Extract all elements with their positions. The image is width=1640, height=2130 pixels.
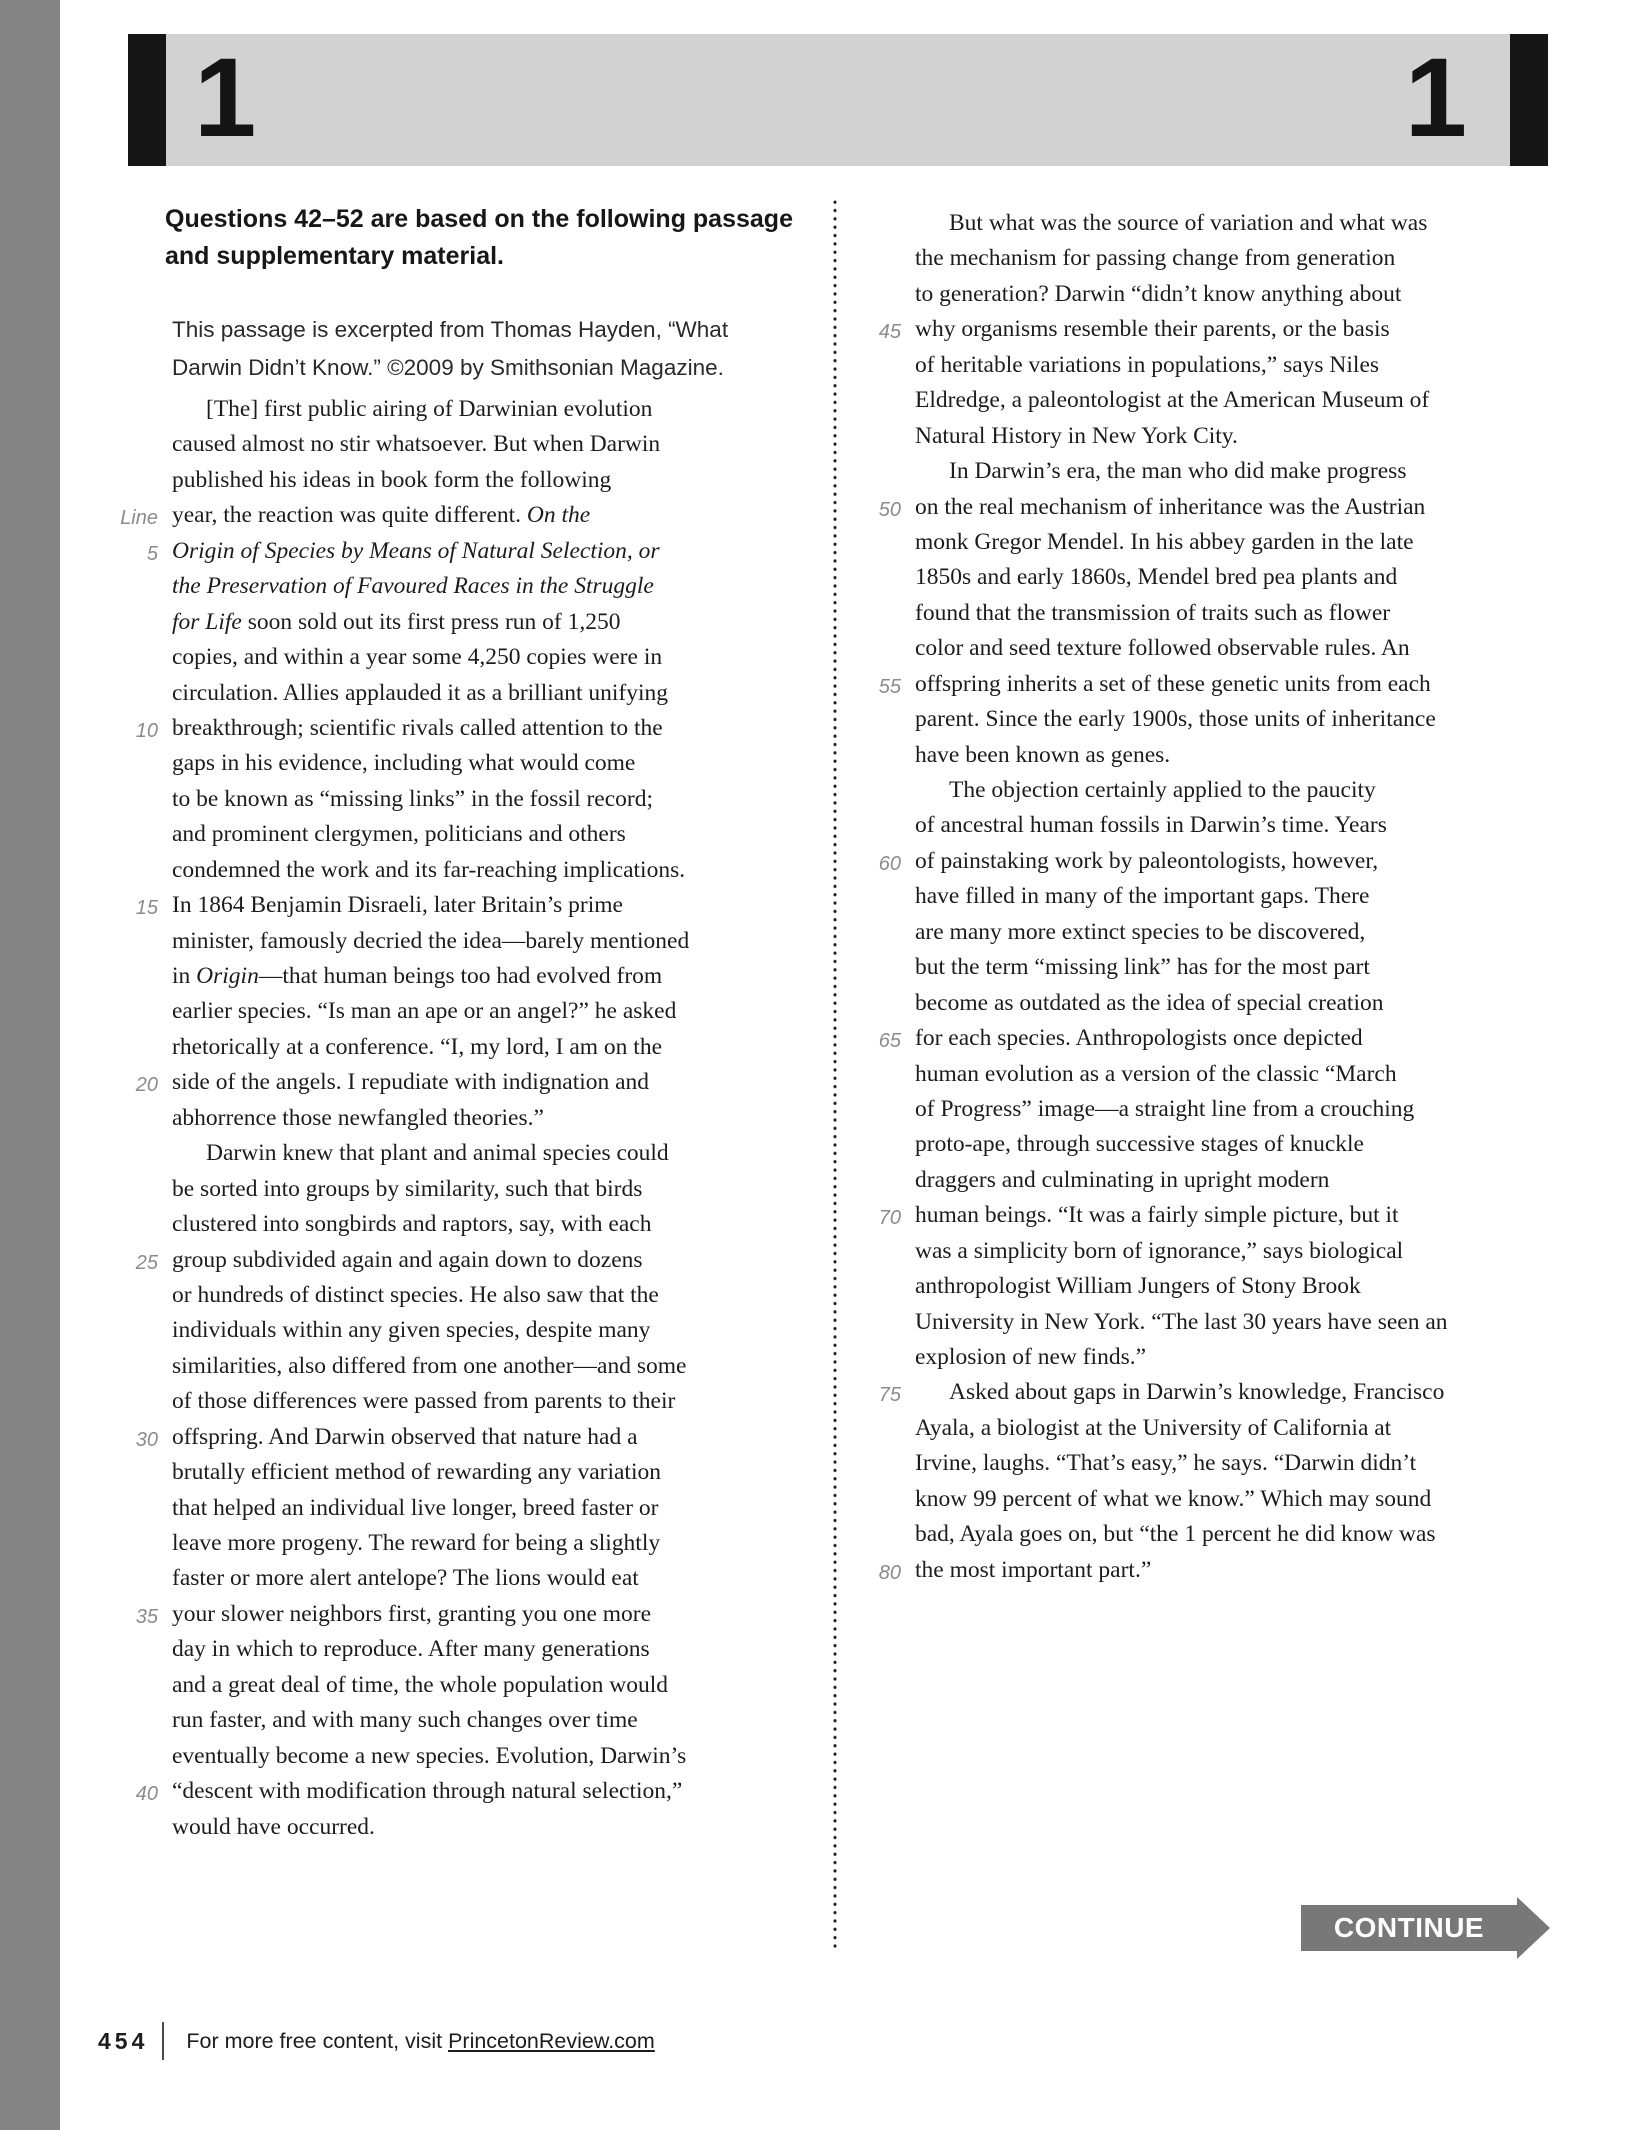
passage-line — [172, 1278, 792, 1313]
passage-line-text: Eldredge, a paleontologist at the American Museum of — [915, 387, 1430, 414]
passage-line — [915, 773, 1537, 808]
passage-line-text: for each species. Anthropologists once depicted — [915, 1025, 1363, 1052]
passage-line — [915, 525, 1537, 560]
passage-line-text: was a simplicity born of ignorance,” says biological — [915, 1237, 1404, 1264]
passage-line-text: bad, Ayala goes on, but “the 1 percent he did know was — [915, 1521, 1436, 1548]
passage-line-text: Natural History in New York City. — [915, 422, 1238, 449]
passage-line-text: leave more progeny. The reward for being a slightly — [172, 1530, 661, 1556]
passage-line — [172, 1739, 792, 1774]
passage-line-text: earlier species. “Is man an ape or an angel?” he asked — [172, 998, 677, 1025]
passage-line — [915, 1340, 1537, 1375]
passage-line — [172, 1668, 792, 1703]
passage-line — [172, 1703, 792, 1738]
passage-line — [172, 392, 792, 427]
passage-line-text: gaps in his evidence, including what would come — [172, 750, 636, 777]
passage-line — [172, 1810, 792, 1845]
line-number: 15 — [135, 897, 158, 920]
passage-line — [915, 1446, 1537, 1481]
passage-line-text: would have occurred. — [172, 1813, 375, 1840]
passage-line — [172, 994, 792, 1029]
continue-label: CONTINUE — [1301, 1905, 1517, 1951]
passage-line-text: to be known as “missing links” in the fossil record; — [172, 785, 654, 812]
passage-line-text: the most important part.” — [915, 1556, 1152, 1583]
passage-line-text: of Progress” image—a straight line from a crouching — [915, 1095, 1415, 1122]
column-divider-dotted — [833, 198, 837, 1950]
passage-line-text: breakthrough; scientific rivals called attention to the — [172, 714, 663, 741]
passage-line — [915, 879, 1537, 914]
passage-line-text: and prominent clergymen, politicians and others — [172, 821, 626, 848]
line-number: 5 — [146, 542, 158, 565]
passage-line — [878, 1021, 1537, 1056]
passage-line — [172, 1207, 792, 1242]
heading-line: Questions 42–52 are based on the following passage — [165, 205, 793, 233]
question-range-heading — [165, 201, 865, 275]
passage-line — [878, 1198, 1537, 1233]
passage-line-text: of heritable variations in populations,” says Niles — [915, 351, 1380, 378]
line-number: 80 — [878, 1561, 901, 1584]
passage-line — [915, 1269, 1537, 1304]
passage-line-text: offspring inherits a set of these genetic units from each — [915, 670, 1431, 697]
passage-line-text: of ancestral human fossils in Darwin’s time. Years — [915, 812, 1387, 839]
passage-line — [135, 1243, 792, 1278]
passage-line — [915, 631, 1537, 666]
passage-line-text: University in New York. “The last 30 years have seen an — [915, 1308, 1448, 1335]
arrow-right-icon — [1517, 1897, 1550, 1959]
passage-line-text: to generation? Darwin “didn’t know anything about — [915, 280, 1402, 307]
passage-line — [915, 1057, 1537, 1092]
passage-line — [878, 667, 1537, 702]
passage-line-text: draggers and culminating in upright modern — [915, 1166, 1330, 1193]
passage-line-text: anthropologist William Jungers of Stony Brook — [915, 1273, 1361, 1300]
passage-line-text: the mechanism for passing change from generation — [915, 245, 1396, 272]
passage-line-text: explosion of new finds.” — [915, 1344, 1147, 1370]
passage-line — [915, 950, 1537, 985]
passage-line-text: have filled in many of the important gaps. There — [915, 883, 1370, 910]
page-edge-strip — [0, 0, 60, 2130]
passage-line-text: caused almost no stir whatsoever. But when Darwin — [172, 431, 661, 458]
passage-line — [172, 959, 792, 994]
passage-line-text: the Preservation of Favoured Races in the Struggle — [172, 573, 654, 600]
passage-line-text: on the real mechanism of inheritance was the Austrian — [915, 493, 1426, 520]
section-header-band — [165, 34, 1510, 166]
passage-line — [915, 241, 1537, 276]
passage-line-text: minister, famously decried the idea—barely mentioned — [172, 927, 690, 954]
passage-line — [915, 596, 1537, 631]
passage-line-text: of those differences were passed from parents to their — [172, 1388, 676, 1415]
passage-line-text: copies, and within a year some 4,250 copies were in — [172, 644, 663, 671]
section-number-right: 1 — [1404, 35, 1467, 160]
passage-line — [915, 277, 1537, 312]
passage-line-text: Irvine, laughs. “That’s easy,” he says. “Darwin didn’t — [915, 1450, 1417, 1477]
passage-line-text: are many more extinct species to be discovered, — [915, 918, 1366, 945]
passage-line — [172, 817, 792, 852]
passage-line-text: proto-ape, through successive stages of knuckle — [915, 1131, 1364, 1158]
page-footer — [98, 2020, 655, 2062]
section-number-left: 1 — [194, 35, 257, 160]
passage-line — [172, 1561, 792, 1596]
passage-line-text: side of the angels. I repudiate with indignation and — [172, 1069, 650, 1096]
passage-line — [172, 605, 792, 640]
passage-line-text: 1850s and early 1860s, Mendel bred pea plants and — [915, 564, 1398, 591]
passage-line — [135, 1597, 792, 1632]
passage-line — [172, 676, 792, 711]
passage-line-text: brutally efficient method of rewarding any variation — [172, 1459, 661, 1486]
passage-line — [120, 498, 792, 533]
passage-line-text: eventually become a new species. Evolution, Darwin’s — [172, 1742, 687, 1769]
passage-line — [172, 1030, 792, 1065]
passage-line — [172, 782, 792, 817]
footer-divider — [162, 2022, 164, 2060]
passage-line-text: and a great deal of time, the whole population would — [172, 1671, 668, 1698]
passage-line-text: in Origin—that human beings too had evolved from — [172, 963, 663, 989]
passage-line — [172, 569, 792, 604]
passage-line-text: clustered into songbirds and raptors, say, with each — [172, 1211, 652, 1238]
passage-line-text: The objection certainly applied to the paucity — [949, 777, 1376, 803]
passage-line — [915, 738, 1537, 773]
passage-line — [878, 1553, 1537, 1588]
line-number: 30 — [135, 1428, 158, 1451]
passage-line-text: Origin of Species by Means of Natural Selection, or — [172, 537, 660, 564]
passage-line-text: why organisms resemble their parents, or the basis — [915, 316, 1390, 343]
passage-line — [915, 348, 1537, 383]
passage-line — [172, 427, 792, 462]
passage-line-text: or hundreds of distinct species. He also saw that the — [172, 1281, 659, 1308]
passage-line — [915, 560, 1537, 595]
passage-line — [172, 1101, 792, 1136]
passage-line — [172, 1136, 792, 1171]
continue-banner — [1301, 1905, 1550, 1951]
line-number: 65 — [878, 1030, 901, 1053]
passage-line-text: your slower neighbors first, granting you one more — [172, 1600, 652, 1627]
passage-line — [172, 924, 792, 959]
passage-line-text: parent. Since the early 1900s, those units of inheritance — [915, 706, 1436, 733]
passage-line-text: of painstaking work by paleontologists, however, — [915, 847, 1379, 874]
passage-line — [915, 1163, 1537, 1198]
passage-line — [172, 853, 792, 888]
source-line: Darwin Didn’t Know.” ©2009 by Smithsonian Magazine. — [172, 355, 724, 380]
page-number: 454 — [98, 2027, 149, 2054]
passage-line — [915, 206, 1537, 241]
passage-line — [878, 1375, 1537, 1410]
passage-line — [172, 1455, 792, 1490]
line-number: 35 — [135, 1605, 158, 1628]
passage-column-right — [878, 206, 1537, 1588]
passage-line — [135, 711, 792, 746]
passage-line — [172, 1349, 792, 1384]
passage-line — [878, 312, 1537, 347]
passage-line-text: In Darwin’s era, the man who did make progress — [949, 458, 1407, 485]
passage-line — [146, 534, 792, 569]
passage-line — [172, 463, 792, 498]
section-tab-right — [1510, 34, 1548, 166]
passage-line — [135, 1065, 792, 1100]
passage-line — [915, 808, 1537, 843]
passage-line-text: color and seed texture followed observable rules. An — [915, 635, 1410, 662]
passage-line-text: circulation. Allies applauded it as a brilliant unifying — [172, 679, 668, 706]
passage-line — [878, 844, 1537, 879]
passage-line — [915, 1305, 1537, 1340]
passage-line-text: faster or more alert antelope? The lions would eat — [172, 1565, 639, 1592]
passage-line — [915, 1234, 1537, 1269]
line-number: 75 — [878, 1384, 901, 1407]
passage-line — [172, 1172, 792, 1207]
passage-line — [915, 1092, 1537, 1127]
passage-line-text: for Life soon sold out its first press run of 1,250 — [172, 608, 621, 635]
passage-line-text: be sorted into groups by similarity, such that birds — [172, 1175, 643, 1202]
passage-line — [915, 1482, 1537, 1517]
source-line: This passage is excerpted from Thomas Hayden, “What — [172, 317, 729, 342]
passage-line — [172, 1632, 792, 1667]
passage-column-left — [120, 392, 792, 1845]
footer-link[interactable]: PrincetonReview.com — [448, 2028, 655, 2053]
passage-line-text: similarities, also differed from one another—and some — [172, 1352, 687, 1379]
passage-line — [172, 1384, 792, 1419]
passage-line — [878, 490, 1537, 525]
passage-line-text: human evolution as a version of the classic “March — [915, 1060, 1397, 1087]
passage-line-text: become as outdated as the idea of special creation — [915, 989, 1384, 1016]
passage-line-text: year, the reaction was quite different. On the — [172, 502, 591, 529]
heading-line: and supplementary material. — [165, 242, 505, 270]
passage-line-text: human beings. “It was a fairly simple picture, but it — [915, 1202, 1399, 1229]
passage-line-text: offspring. And Darwin observed that nature had a — [172, 1423, 638, 1450]
passage-line — [172, 746, 792, 781]
footer-text: For more free content, visit — [186, 2028, 449, 2053]
passage-line-text: have been known as genes. — [915, 741, 1171, 768]
passage-line-text: individuals within any given species, despite many — [172, 1317, 651, 1344]
passage-line-text: know 99 percent of what we know.” Which may sound — [915, 1485, 1432, 1512]
line-number: 60 — [878, 852, 901, 875]
line-number: 40 — [135, 1783, 158, 1806]
passage-line — [915, 454, 1537, 489]
passage-line — [915, 986, 1537, 1021]
line-number: 20 — [135, 1074, 158, 1097]
passage-line — [172, 1526, 792, 1561]
passage-line — [135, 888, 792, 923]
passage-line-text: abhorrence those newfangled theories.” — [172, 1104, 544, 1131]
passage-line-text: condemned the work and its far-reaching implications. — [172, 856, 686, 883]
passage-line — [915, 915, 1537, 950]
line-number: 70 — [878, 1207, 901, 1230]
line-number: 45 — [878, 321, 901, 344]
passage-line-text: that helped an individual live longer, breed faster or — [172, 1494, 659, 1521]
passage-line-text: monk Gregor Mendel. In his abbey garden in the late — [915, 528, 1414, 555]
passage-line-text: Asked about gaps in Darwin’s knowledge, Francisco — [949, 1379, 1445, 1406]
passage-line-text: Darwin knew that plant and animal species could — [206, 1140, 669, 1167]
line-number: 25 — [135, 1251, 158, 1274]
line-number: 55 — [878, 675, 901, 698]
passage-line-text: [The] first public airing of Darwinian evolution — [206, 396, 653, 422]
passage-source-note — [172, 311, 812, 387]
section-tab-left — [128, 34, 166, 166]
passage-line — [915, 702, 1537, 737]
passage-line-text: “descent with modification through natural selection,” — [172, 1778, 683, 1805]
passage-line-text: but the term “missing link” has for the most part — [915, 954, 1370, 981]
passage-line — [915, 1517, 1537, 1552]
passage-line-text: group subdivided again and again down to dozens — [172, 1246, 643, 1273]
passage-line — [915, 1127, 1537, 1162]
passage-line — [172, 1491, 792, 1526]
passage-line — [172, 1313, 792, 1348]
passage-line-text: But what was the source of variation and what was — [949, 210, 1428, 236]
passage-line-text: found that the transmission of traits such as flower — [915, 599, 1391, 626]
passage-line-text: published his ideas in book form the following — [172, 466, 612, 493]
line-number: 10 — [135, 719, 158, 742]
passage-line — [915, 419, 1537, 454]
passage-line-text: rhetorically at a conference. “I, my lord, I am on the — [172, 1033, 663, 1060]
passage-line-text: Ayala, a biologist at the University of California at — [915, 1414, 1392, 1441]
line-number: 50 — [878, 498, 901, 521]
passage-line — [135, 1420, 792, 1455]
passage-line-text: run faster, and with many such changes over time — [172, 1707, 638, 1734]
passage-line — [172, 640, 792, 675]
passage-line — [135, 1774, 792, 1809]
passage-line — [915, 1411, 1537, 1446]
passage-line-text: In 1864 Benjamin Disraeli, later Britain’s prime — [172, 892, 623, 919]
line-number: Line — [120, 507, 158, 530]
passage-line — [915, 383, 1537, 418]
passage-line-text: day in which to reproduce. After many generations — [172, 1636, 650, 1663]
